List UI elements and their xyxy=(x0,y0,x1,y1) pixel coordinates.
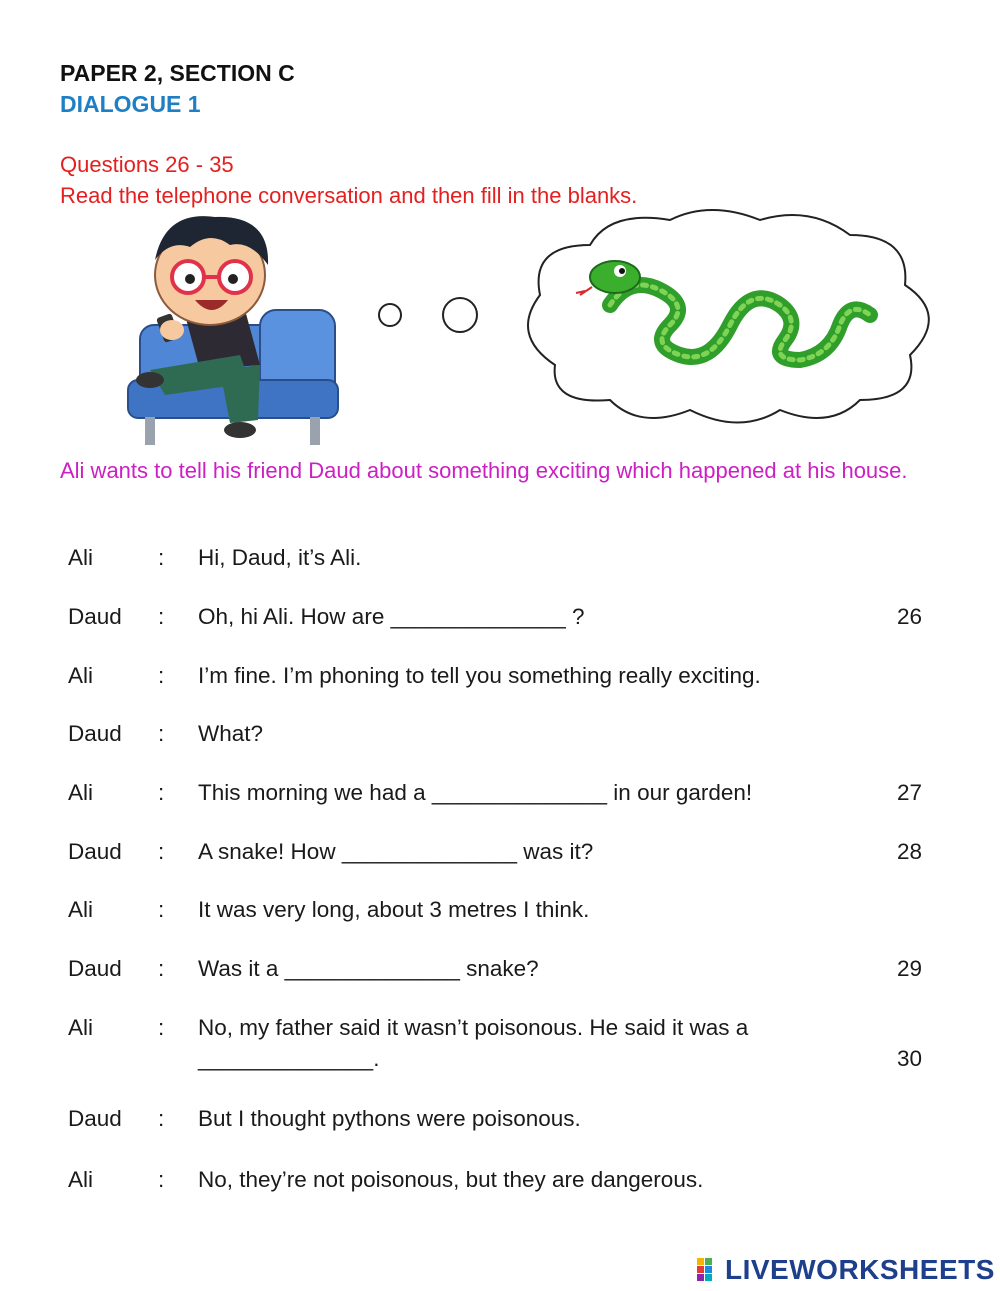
dialogue-row xyxy=(0,663,1000,695)
dialogue-line: No, they’re not poisonous, but they are dangerous. xyxy=(198,1167,704,1192)
speaker-name: Ali xyxy=(68,780,94,805)
speaker-name: Ali xyxy=(68,1015,94,1040)
liveworksheets-logo-icon xyxy=(697,1258,721,1282)
intro-text: Ali wants to tell his friend Daud about something exciting which happened at his house. xyxy=(60,458,908,483)
dialogue-row xyxy=(0,545,1000,577)
colon: : xyxy=(158,1106,165,1131)
illustration xyxy=(110,205,950,455)
dialogue-line: What? xyxy=(198,721,264,746)
brand-name: LIVEWORKSHEETS xyxy=(725,1254,995,1285)
speaker-name: Daud xyxy=(68,956,122,981)
colon: : xyxy=(158,839,165,864)
colon: : xyxy=(158,780,165,805)
dialogue-row xyxy=(0,604,1000,636)
colon: : xyxy=(158,663,165,688)
brand-logo xyxy=(697,1254,995,1286)
question-number: 27 xyxy=(897,780,923,805)
dialogue-row xyxy=(0,1015,1000,1079)
speaker-name: Ali xyxy=(68,1167,94,1192)
dialogue-line: But I thought pythons were poisonous. xyxy=(198,1106,581,1131)
dialogue-line: I’m fine. I’m phoning to tell you something really exciting. xyxy=(198,663,761,688)
question-number: 29 xyxy=(897,956,923,981)
colon: : xyxy=(158,1167,165,1192)
speaker-name: Daud xyxy=(68,604,122,629)
colon: : xyxy=(158,897,165,922)
question-number: 28 xyxy=(897,839,923,864)
colon: : xyxy=(158,1015,165,1040)
speaker-name: Daud xyxy=(68,839,122,864)
speaker-name: Ali xyxy=(68,663,94,688)
dialogue-line: Oh, hi Ali. How are ______________ ? xyxy=(198,604,585,629)
speaker-name: Ali xyxy=(68,897,94,922)
speaker-name: Daud xyxy=(68,721,122,746)
boy-on-sofa-image xyxy=(128,216,338,445)
dialogue-heading: DIALOGUE 1 xyxy=(60,91,201,117)
dialogue-row xyxy=(0,956,1000,988)
dialogue-line: No, my father said it wasn’t poisonous. He said it was a xyxy=(198,1015,749,1040)
colon: : xyxy=(158,956,165,981)
dialogue-line: Was it a ______________ snake? xyxy=(198,956,539,981)
dialogue-row xyxy=(0,1167,1000,1199)
colon: : xyxy=(158,721,165,746)
colon: : xyxy=(158,604,165,629)
dialogue-row xyxy=(0,1106,1000,1138)
thought-dot-small xyxy=(379,304,401,326)
dialogue-row xyxy=(0,721,1000,753)
question-number: 30 xyxy=(897,1046,923,1071)
page-title: PAPER 2, SECTION C xyxy=(60,60,295,86)
dialogue-row xyxy=(0,839,1000,871)
questions-range: Questions 26 - 35 xyxy=(60,152,234,177)
dialogue-line: A snake! How ______________ was it? xyxy=(198,839,594,864)
instruction-text: Read the telephone conversation and then fill in the blanks. xyxy=(60,183,638,208)
question-number: 26 xyxy=(897,604,923,629)
dialogue-line: Hi, Daud, it’s Ali. xyxy=(198,545,362,570)
dialogue-row xyxy=(0,897,1000,929)
colon: : xyxy=(158,545,165,570)
dialogue-line-continued: ______________. xyxy=(198,1046,380,1071)
dialogue-line: This morning we had a ______________ in our garden! xyxy=(198,780,753,805)
speaker-name: Ali xyxy=(68,545,94,570)
dialogue-row xyxy=(0,780,1000,812)
dialogue-line: It was very long, about 3 metres I think. xyxy=(198,897,590,922)
thought-dot-large xyxy=(443,298,477,332)
speaker-name: Daud xyxy=(68,1106,122,1131)
